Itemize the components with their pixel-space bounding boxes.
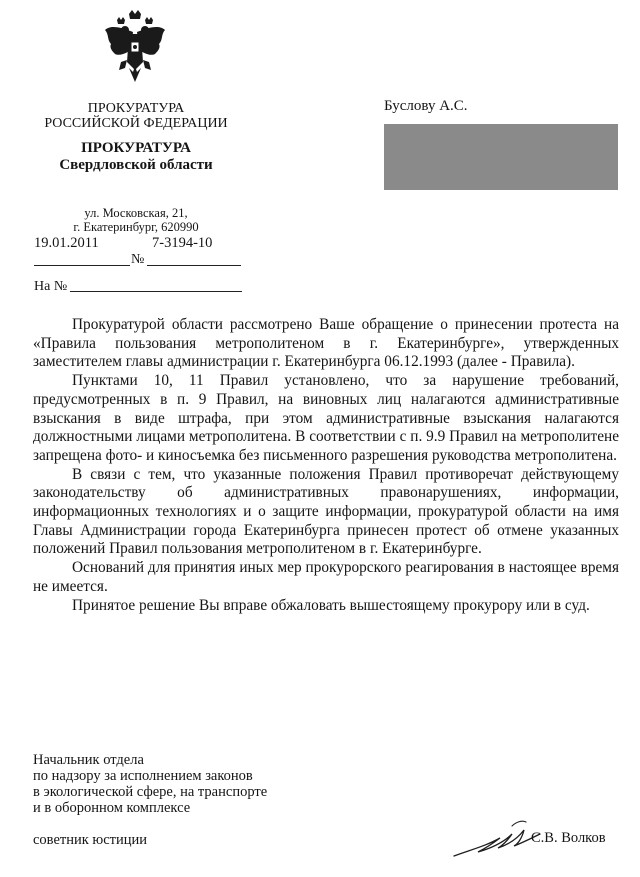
- position-line-4: и в оборонном комплексе: [33, 800, 191, 816]
- address-line-1: ул. Московская, 21,: [84, 206, 188, 220]
- body-paragraph-2: Пунктами 10, 11 Правил установлено, что за нарушение требований, предусмотренных в п. 9 Правил, на виновных лиц налагаются административные взыскания в виде штрафа, при этом административные взыскания налагаются должностными лицами метрополитена. В соответствии с п. 9.9 Правил на метрополитене запрещена фото- и киносъемка без письменного разрешения руководства метрополитена.: [33, 372, 619, 464]
- organization-header: [31, 101, 241, 131]
- organization-address: [31, 206, 241, 234]
- org-line-1: ПРОКУРАТУРА: [87, 101, 185, 116]
- body-paragraph-1: Прокуратурой области рассмотрено Ваше обращение о принесении протеста на «Правила пользования метрополитеном в г. Екатеринбурге», утвержденных заместителем главы администрации г. Екатеринбурга 06.12.1993 (далее - Правила).: [33, 316, 619, 371]
- date-underline: [34, 265, 130, 266]
- address-line-2: г. Екатеринбург, 620990: [73, 220, 199, 234]
- org-line-2: РОССИЙСКОЙ ФЕДЕРАЦИИ: [44, 116, 228, 131]
- position-line-3: в экологической сфере, на транспорте: [33, 784, 268, 800]
- regional-organization-header: [31, 140, 241, 174]
- letter-body: [33, 316, 619, 615]
- org-bold-line-1: ПРОКУРАТУРА: [81, 140, 191, 156]
- signatory-rank: советник юстиции: [33, 832, 148, 848]
- body-paragraph-5: Принятое решение Вы вправе обжаловать вышестоящему прокурору или в суд.: [72, 596, 590, 614]
- position-line-2: по надзору за исполнением законов: [33, 768, 253, 784]
- coat-of-arms-emblem: [103, 10, 167, 86]
- number-sign: №: [131, 252, 145, 267]
- body-paragraph-4: Оснований для принятия иных мер прокурорского реагирования в настоящее время не имеется.: [33, 559, 619, 595]
- signatory-name: С.В. Волков: [531, 830, 606, 846]
- signatory-position: [33, 752, 267, 816]
- letter-date: 19.01.2011: [34, 235, 99, 251]
- reference-label: На №: [34, 279, 68, 294]
- reference-underline: [70, 291, 242, 292]
- addressee-name: Буслову А.С.: [384, 98, 468, 114]
- letter-number: 7-3194-10: [152, 235, 213, 251]
- number-underline: [147, 265, 241, 266]
- org-bold-line-2: Свердловской области: [59, 157, 213, 173]
- position-line-1: Начальник отдела: [33, 752, 144, 768]
- body-paragraph-3: В связи с тем, что указанные положения Правил противоречат действующему законодательству об административных правонарушениях, информации, информационных технологиях и о защите информации, прокуратурой области на имя Главы Администрации города Екатеринбурга принесен протест об отмене указанных положений Правил пользования метрополитеном в г. Екатеринбурге.: [33, 465, 619, 558]
- redacted-address-block: [384, 124, 618, 190]
